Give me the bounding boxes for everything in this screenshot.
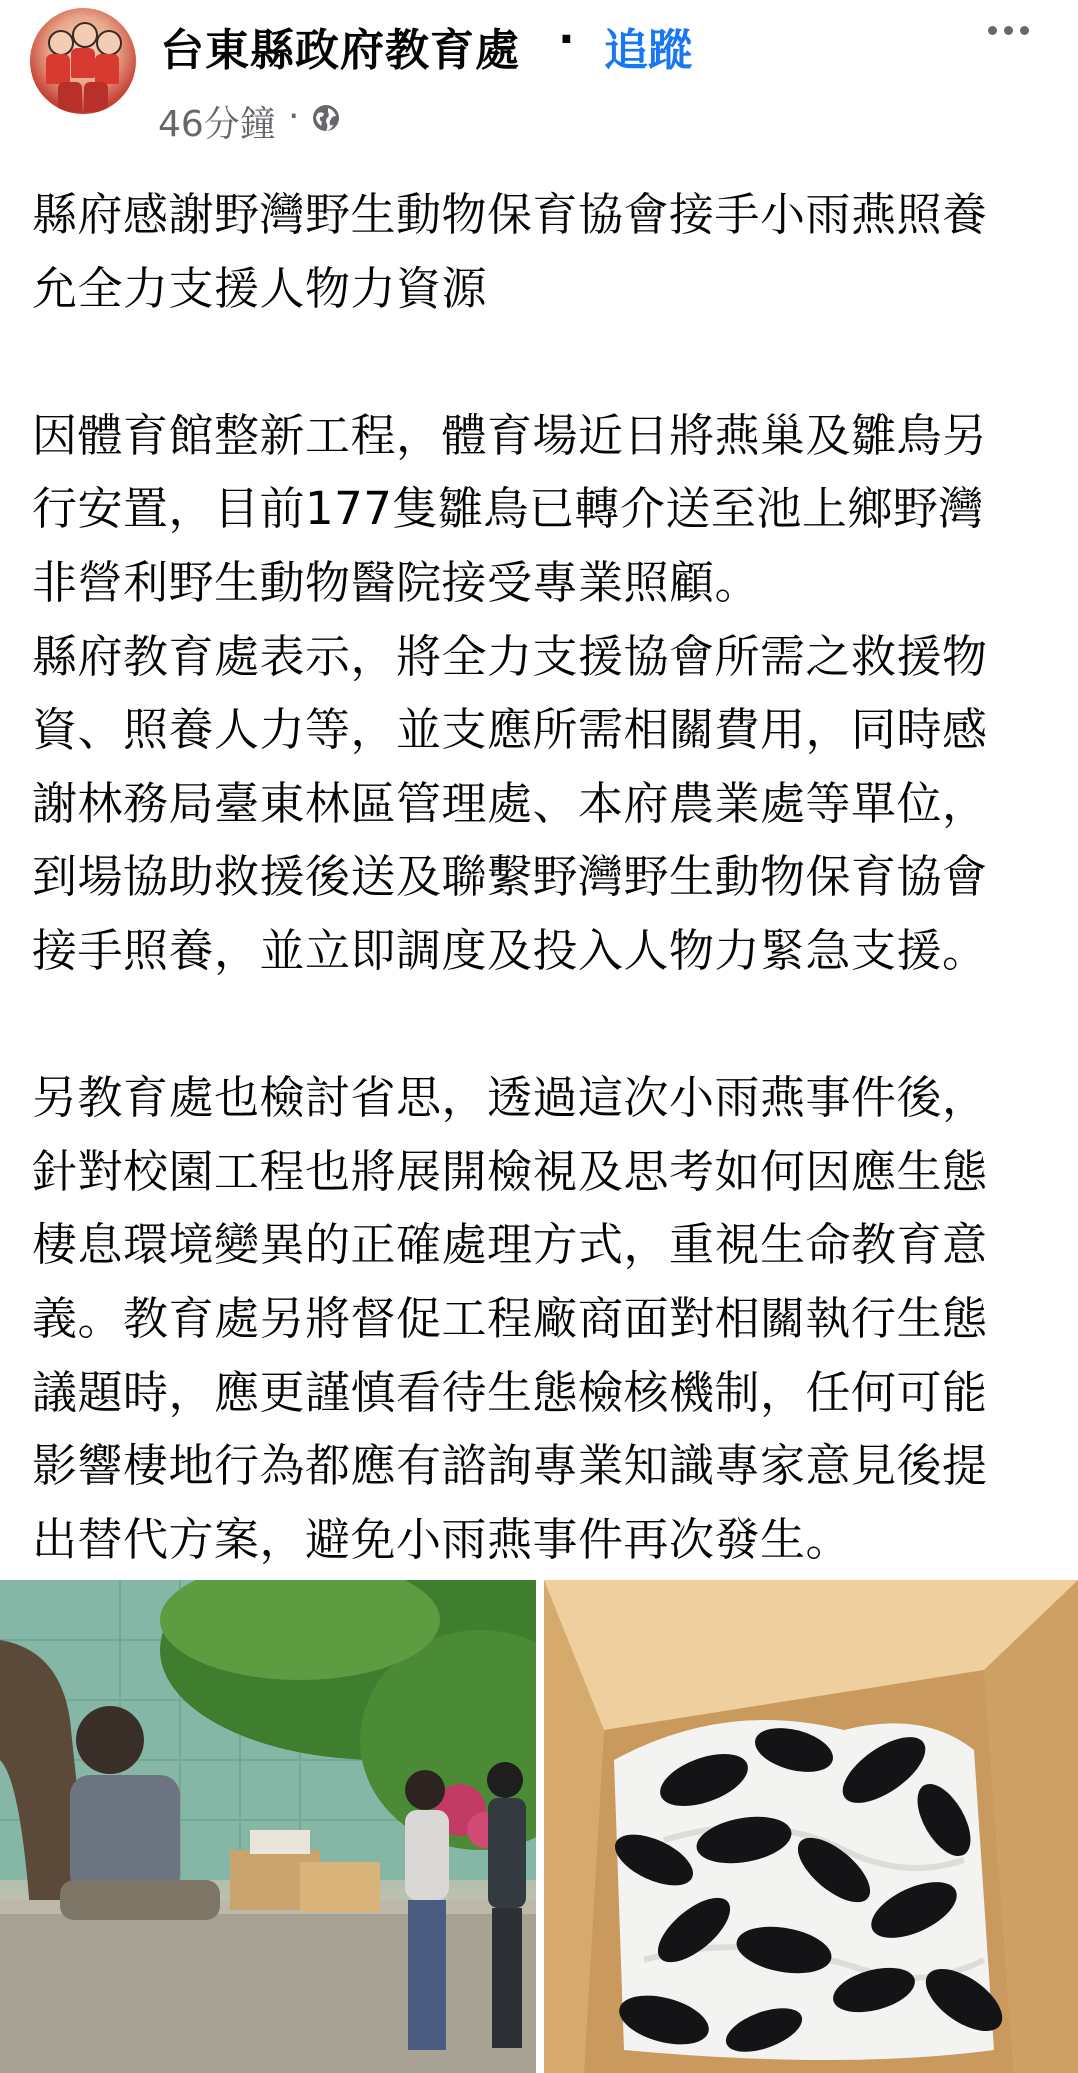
globe-icon — [310, 102, 342, 134]
post-paragraph: 另教育處也檢討省思，透過這次小雨燕事件後， 針對校園工程也將展開檢視及思考如何因應生態 棲息環境變異的正確處理方式，重視生命教育意 義。教育處另將督促工程廠商面對相關執行生態 議題時，應更謹慎看待生態檢核機制，任何可能 影響棲地行為都應有諮詢專業知識專家意見後提 出替代方案，避免小雨燕事件再次發生。 — [32, 1071, 988, 1566]
avatar-figure — [72, 22, 98, 48]
photo-swift-chicks-box[interactable] — [544, 1580, 1078, 2073]
avatar-figure — [95, 54, 119, 84]
photo-rescue-site-illustration — [0, 1580, 536, 2073]
more-options-icon[interactable] — [984, 10, 1034, 50]
post-paragraph: 縣府感謝野灣野生動物保育協會接手小雨燕照養 允全力支援人物力資源 — [32, 188, 988, 315]
avatar-figure — [84, 82, 108, 112]
avatar-figure — [58, 82, 82, 112]
post-paragraph: 因體育館整新工程，體育場近日將燕巢及雛鳥另 行安置，目前177隻雛鳥已轉介送至池上鄉野灣 非營利野生動物醫院接受專業照顧。 縣府教育處表示，將全力支援協會所需之救援物 資、照養人力等，並支應所需相關費用，同時感 謝林務局臺東林區管理處、本府農業處等單位， 到場協助救援後送及聯繫野灣野生動物保育協會 接手照養，並立即調度及投入人物力緊急支援。 — [32, 408, 988, 977]
post-body — [32, 178, 1052, 1576]
post-header — [0, 0, 1078, 160]
page-name[interactable]: 台東縣政府教育處 — [160, 25, 520, 76]
header-separator: · — [558, 14, 575, 65]
timestamp-separator: · — [288, 96, 300, 137]
photo-grid — [0, 1580, 1078, 2073]
avatar-figure — [46, 54, 70, 84]
page-avatar[interactable] — [30, 8, 136, 114]
avatar-figure — [96, 30, 122, 56]
avatar-figure — [71, 48, 95, 78]
post-timestamp[interactable]: 46分鐘 — [158, 104, 276, 145]
follow-link[interactable]: 追蹤 — [604, 25, 692, 76]
photo-rescue-site[interactable] — [0, 1580, 536, 2073]
photo-swift-chicks-illustration — [544, 1580, 1078, 2073]
